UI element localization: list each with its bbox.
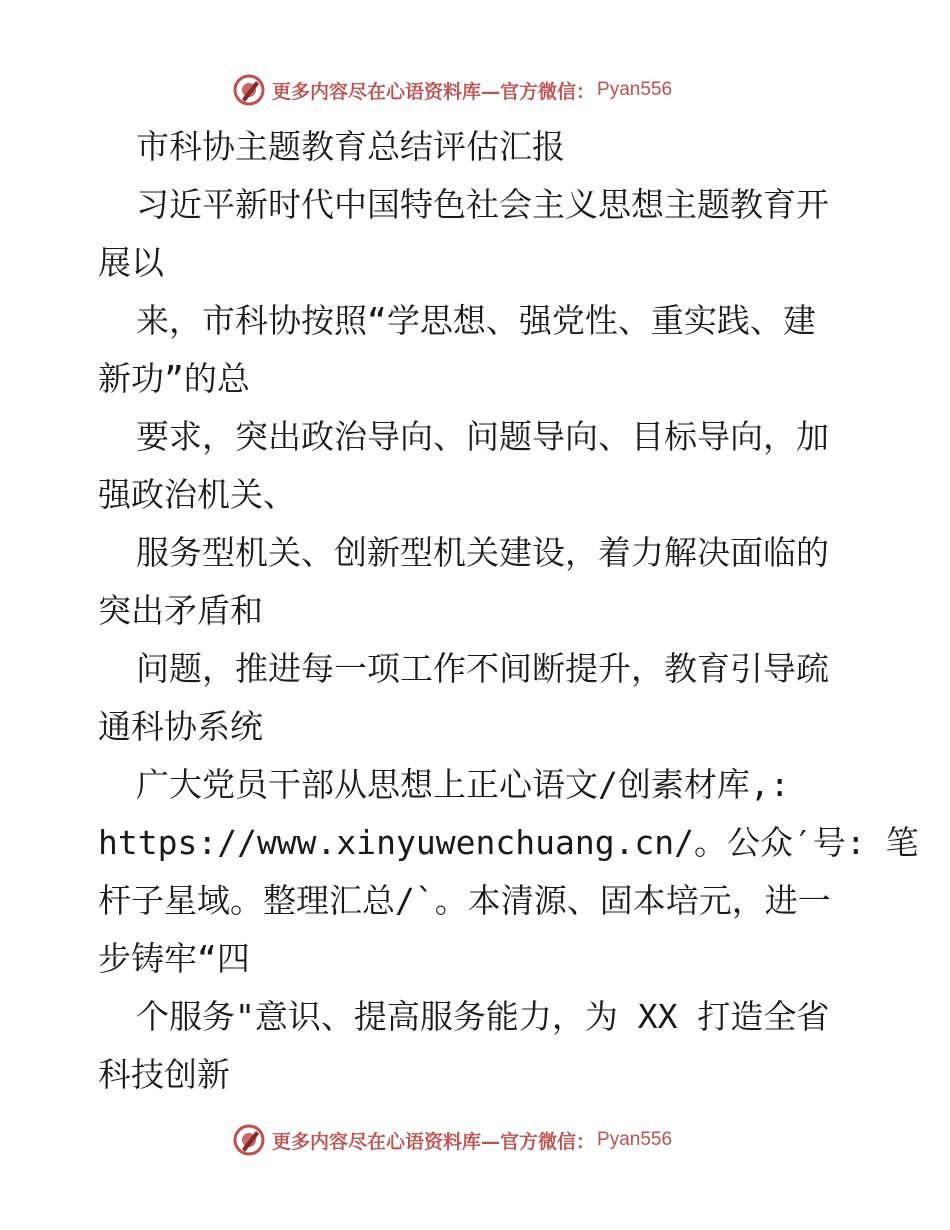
paragraph-line: 要求，突出政治导向、问题导向、目标导向，加	[136, 417, 829, 456]
footer-banner-id: Pyan556	[597, 1129, 673, 1150]
doc-title-line: 市科协主题教育总结评估汇报	[136, 127, 565, 166]
paragraph-line: 展以	[98, 243, 164, 282]
footer-watermark-banner	[232, 1120, 712, 1160]
paragraph-line: 个服务"意识、提高服务能力，为 XX 打造全省	[136, 997, 830, 1036]
brand-logo-icon	[232, 73, 266, 107]
header-banner-id: Pyan556	[597, 79, 673, 100]
header-watermark-banner	[232, 70, 712, 110]
brand-logo-icon	[232, 1123, 266, 1157]
paragraph-line: 科技创新	[98, 1055, 230, 1094]
paragraph-line: 强政治机关、	[98, 475, 296, 514]
paragraph-line: 杆子星域。整理汇总/`。本清源、固本培元，进一	[98, 881, 831, 920]
paragraph-line: 来，市科协按照“学思想、强党性、重实践、建	[136, 301, 816, 340]
paragraph-line: https://www.xinyuwenchuang.cn/。公众′号: 笔	[98, 823, 919, 862]
paragraph-line: 广大党员干部从思想上正心语文/创素材库,:	[136, 765, 790, 804]
paragraph-line: 通科协系统	[98, 707, 263, 746]
paragraph-line: 问题，推进每一项工作不间断提升，教育引导疏	[136, 649, 829, 688]
header-banner-text: 更多内容尽在心语资料库—官方微信：	[272, 80, 596, 103]
paragraph-line: 服务型机关、创新型机关建设，着力解决面临的	[136, 533, 829, 572]
paragraph-line: 习近平新时代中国特色社会主义思想主题教育开	[136, 185, 829, 224]
paragraph-line: 步铸牢“四	[98, 939, 250, 978]
footer-banner-text: 更多内容尽在心语资料库—官方微信：	[272, 1130, 596, 1153]
paragraph-line: 新功”的总	[98, 359, 250, 398]
paragraph-line: 突出矛盾和	[98, 591, 263, 630]
document-body	[98, 118, 919, 1104]
